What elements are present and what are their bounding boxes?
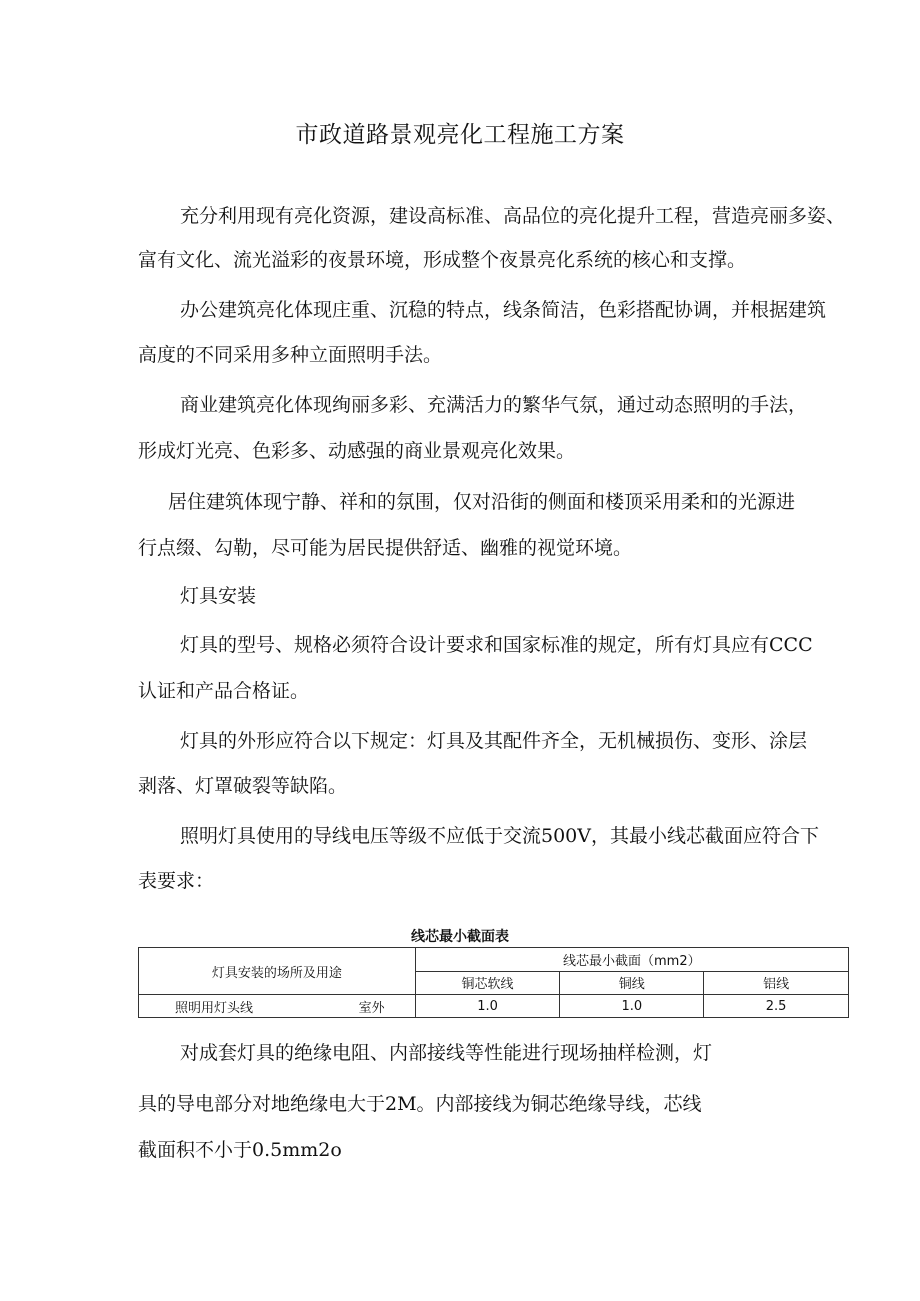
paragraph-line: 灯具的外形应符合以下规定：灯具及其配件齐全，无机械损伤、变形、涂层 bbox=[180, 730, 808, 752]
value-cell: 2.5 bbox=[704, 995, 849, 1018]
wire-section-table bbox=[138, 947, 849, 1018]
paragraph-line: 形成灯光亮、色彩多、动感强的商业景观亮化效果。 bbox=[138, 440, 576, 462]
paragraph-line: 灯具的型号、规格必须符合设计要求和国家标准的规定，所有灯具应有CCC bbox=[180, 634, 813, 656]
section-header-cell: 线芯最小截面（mm2） bbox=[415, 948, 848, 972]
value-cell: 1.0 bbox=[415, 995, 560, 1018]
paragraph-line: 认证和产品合格证。 bbox=[138, 680, 310, 702]
table-row bbox=[139, 995, 849, 1018]
paragraph-line: 办公建筑亮化体现庄重、沉稳的特点，线条简洁，色彩搭配协调，并根据建筑 bbox=[180, 299, 827, 321]
paragraph-line: 对成套灯具的绝缘电阻、内部接线等性能进行现场抽样检测，灯 bbox=[180, 1042, 713, 1064]
paragraph-line: 截面积不小于0.5mm2o bbox=[138, 1139, 342, 1161]
document-title: 市政道路景观亮化工程施工方案 bbox=[295, 122, 625, 148]
paragraph-line: 表要求： bbox=[138, 870, 215, 892]
paragraph-line: 剥落、灯罩破裂等缺陷。 bbox=[138, 775, 348, 797]
paragraph-line: 具的导电部分对地绝缘电大于2M。内部接线为铜芯绝缘导线，芯线 bbox=[138, 1093, 702, 1115]
table-header-row bbox=[139, 948, 849, 972]
column-header-aluminum: 铝线 bbox=[704, 971, 849, 995]
paragraph-line: 商业建筑亮化体现绚丽多彩、充满活力的繁华气氛，通过动态照明的手法， bbox=[180, 394, 808, 416]
paragraph-line: 充分利用现有亮化资源，建设高标准、高品位的亮化提升工程，营造亮丽多姿、 bbox=[180, 205, 846, 227]
column-header-copper: 铜线 bbox=[560, 971, 704, 995]
usage-label: 照明用灯头线 bbox=[175, 1000, 254, 1016]
paragraph-line: 高度的不同采用多种立面照明手法。 bbox=[138, 344, 443, 366]
place-header-cell: 灯具安装的场所及用途 bbox=[139, 948, 416, 995]
place-label: 室外 bbox=[358, 1000, 385, 1016]
paragraph-line: 富有文化、流光溢彩的夜景环境，形成整个夜景亮化系统的核心和支撑。 bbox=[138, 249, 747, 271]
usage-cell bbox=[139, 995, 416, 1018]
section-heading: 灯具安装 bbox=[180, 585, 257, 607]
paragraph-line: 行点缀、勾勒，尽可能为居民提供舒适、幽雅的视觉环境。 bbox=[138, 537, 633, 559]
paragraph-line: 居住建筑体现宁静、祥和的氛围，仅对沿街的侧面和楼顶采用柔和的光源进 bbox=[168, 491, 796, 513]
table-caption: 线芯最小截面表 bbox=[411, 929, 509, 945]
value-cell: 1.0 bbox=[560, 995, 704, 1018]
paragraph-line: 照明灯具使用的导线电压等级不应低于交流500V，其最小线芯截面应符合下 bbox=[180, 825, 819, 847]
column-header-copper-soft: 铜芯软线 bbox=[415, 971, 560, 995]
